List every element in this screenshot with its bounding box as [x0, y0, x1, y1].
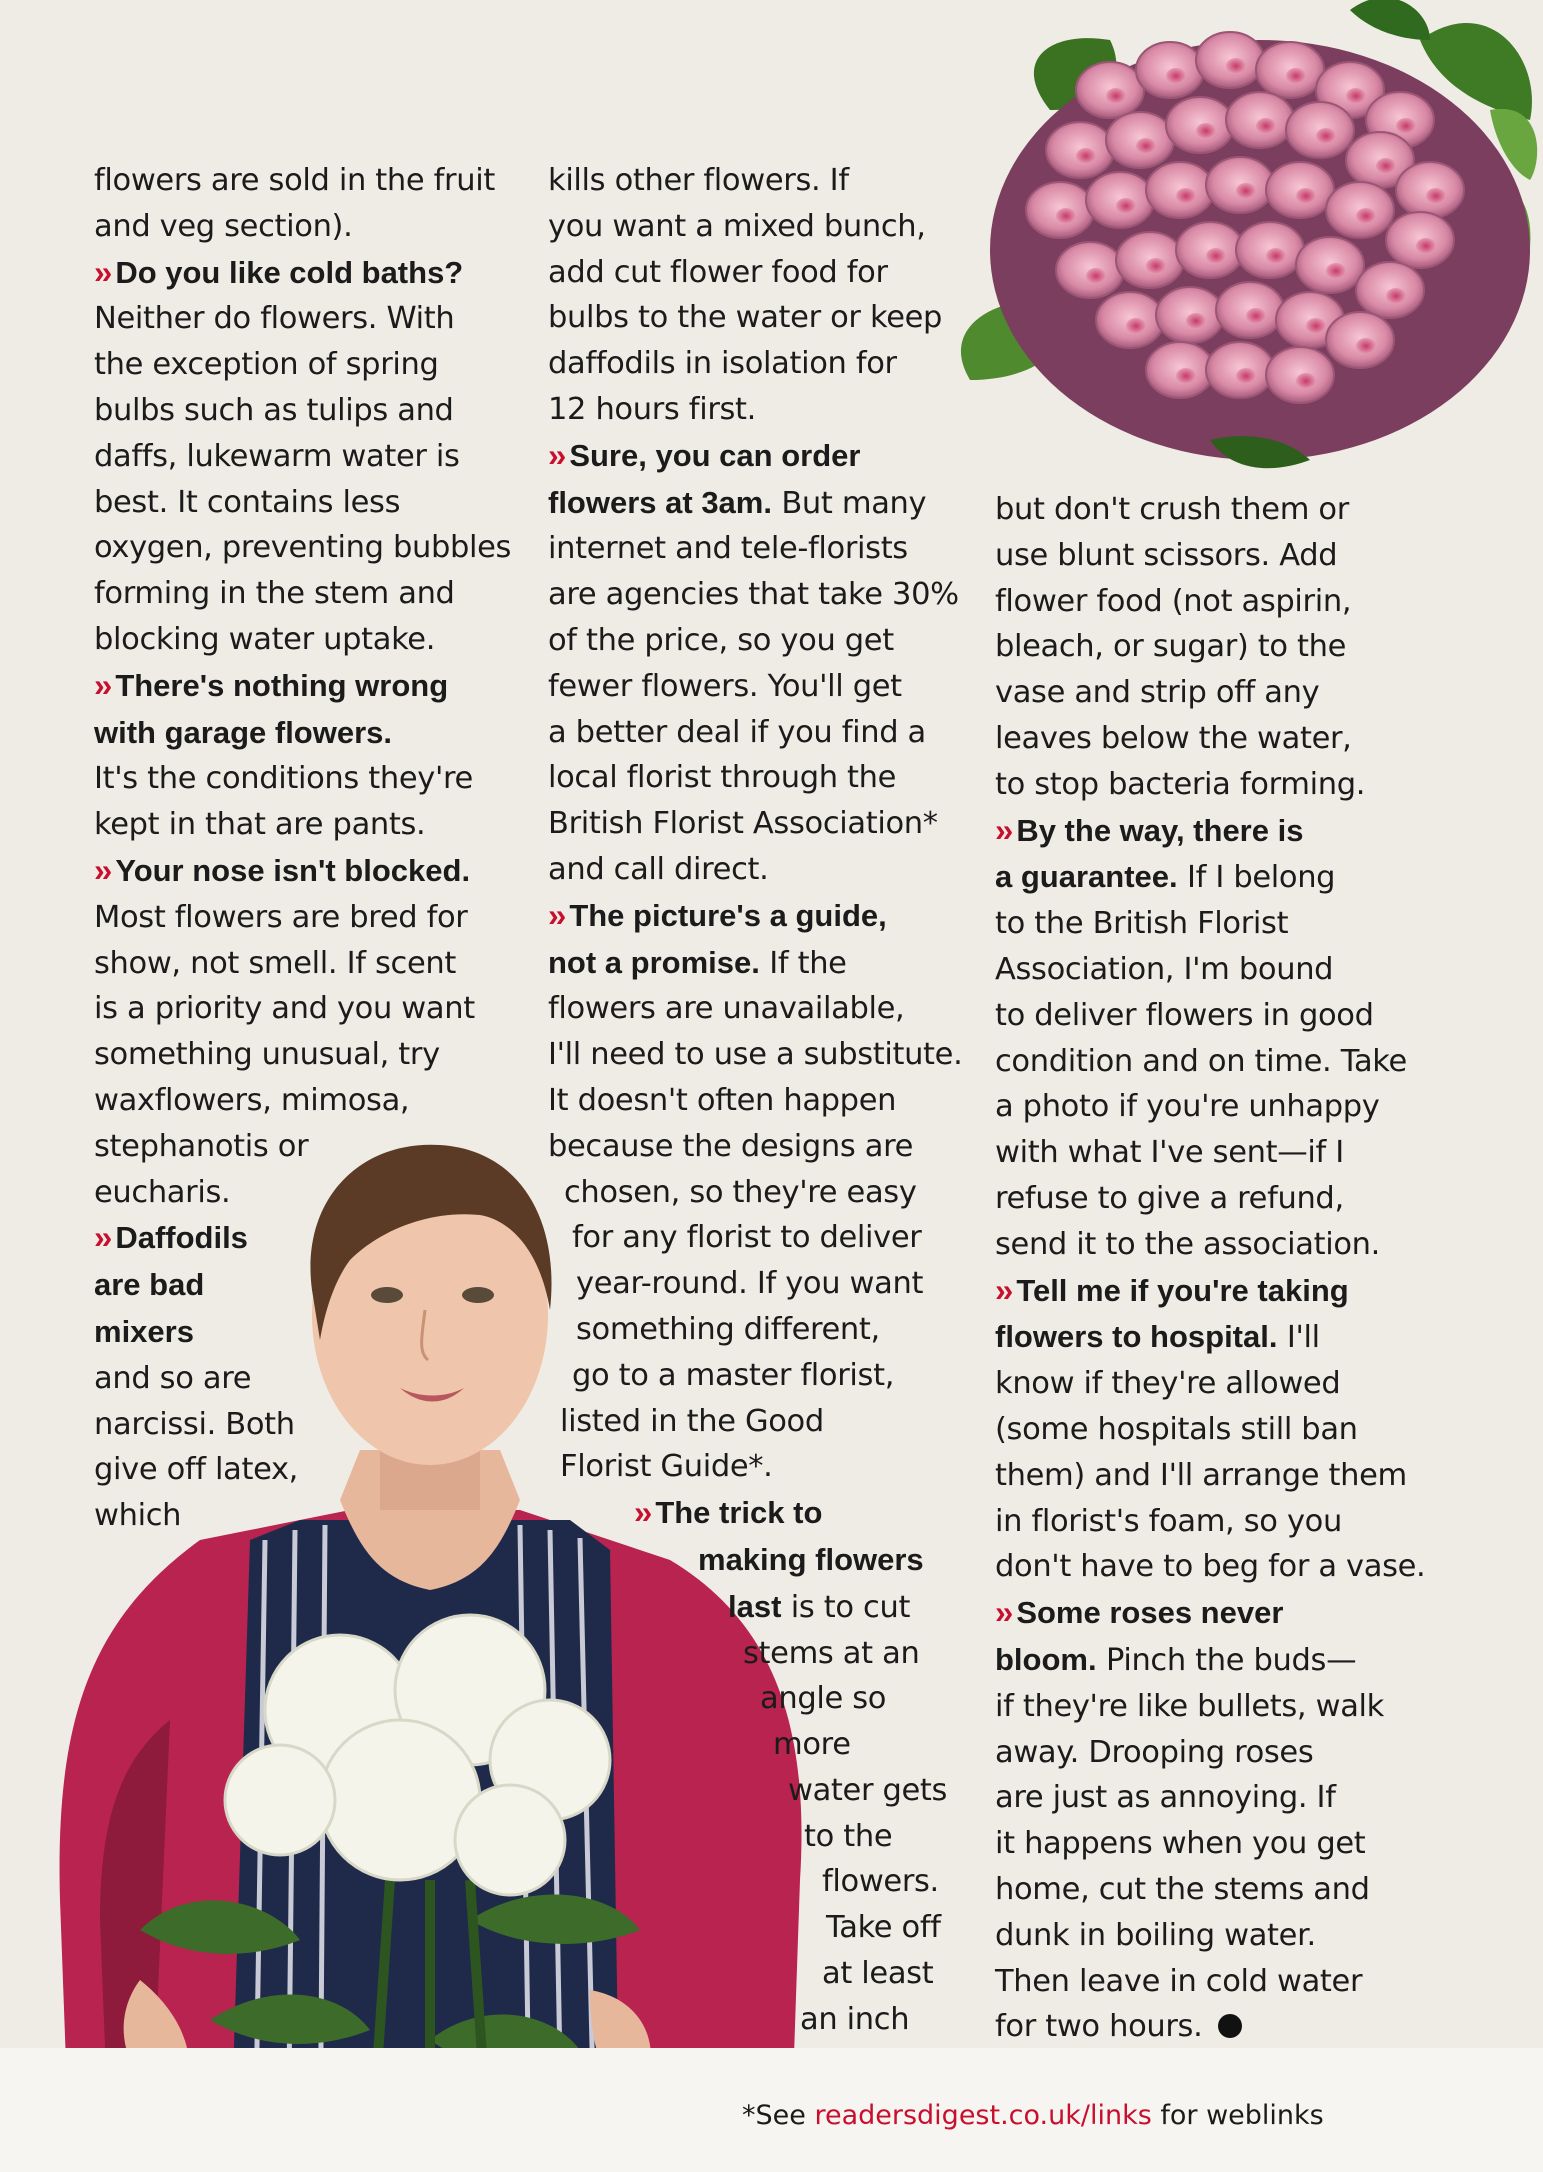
tip-heading: mixers [94, 1313, 194, 1349]
body-text: add cut flower food for [548, 254, 888, 290]
body-text: narcissi. Both [94, 1406, 295, 1442]
text-line [548, 940, 962, 987]
body-text: it happens when you get [995, 1826, 1366, 1862]
body-text: (some hospitals still ban [995, 1411, 1358, 1447]
body-text: don't have to beg for a vase. [995, 1549, 1426, 1585]
body-text: listed in the Good [560, 1403, 824, 1439]
body-text: go to a master florist, [572, 1357, 895, 1393]
column-2 [548, 158, 962, 2043]
rose-bouquet-image [930, 0, 1543, 475]
tip-heading: The trick to [655, 1495, 823, 1531]
text-line [995, 993, 1425, 1039]
text-line [548, 1859, 962, 1905]
body-text: is a priority and you want [94, 991, 475, 1027]
body-text: more [773, 1727, 851, 1763]
text-line [94, 848, 511, 895]
chevron-icon: ›› [548, 896, 564, 933]
chevron-icon: ›› [548, 436, 564, 473]
text-line [94, 895, 511, 941]
body-text: stems at an [743, 1635, 920, 1671]
text-line [995, 1544, 1425, 1590]
body-text: with what I've sent—if I [995, 1135, 1344, 1171]
tip-heading: The picture's a guide, [569, 897, 887, 933]
text-line [995, 1684, 1425, 1730]
body-text: best. It contains less [94, 484, 401, 520]
body-text: It's the conditions they're [94, 761, 473, 797]
text-line [94, 1032, 511, 1078]
body-text: a better deal if you find a [548, 714, 926, 750]
body-text: angle so [760, 1681, 887, 1717]
text-line [94, 617, 511, 663]
text-line [94, 756, 511, 802]
text-line [94, 1493, 511, 1539]
body-text: Neither do flowers. With [94, 301, 455, 337]
rose-bud-center [1296, 188, 1316, 204]
text-line [94, 663, 511, 710]
text-line [94, 710, 511, 757]
tip-heading: bloom. [995, 1641, 1097, 1677]
body-text: daffs, lukewarm water is [94, 438, 460, 474]
body-text: Take off [826, 1910, 941, 1946]
body-text: leaves below the water, [995, 720, 1352, 756]
body-text: and so are [94, 1360, 252, 1396]
body-text: oxygen, preventing bubbles [94, 530, 512, 566]
rose-bud-center [1236, 183, 1256, 199]
body-text: chosen, so they're easy [564, 1174, 917, 1210]
tip-heading: Some roses never [1016, 1595, 1284, 1631]
chevron-icon: ›› [995, 811, 1011, 848]
text-line [995, 762, 1425, 808]
body-text: It doesn't often happen [548, 1082, 897, 1118]
text-line [548, 1399, 962, 1445]
body-text: for any florist to deliver [572, 1220, 922, 1256]
weblinks-link[interactable]: readersdigest.co.uk/links [814, 2100, 1152, 2131]
chevron-icon: ›› [995, 1594, 1011, 1631]
body-text: and veg section). [94, 208, 353, 244]
text-line [995, 2004, 1425, 2050]
text-line [548, 387, 962, 433]
text-line [995, 1730, 1425, 1776]
text-line [548, 1307, 962, 1353]
text-line [548, 1631, 962, 1677]
rose-bud-center [1326, 263, 1346, 279]
body-text: flowers are unavailable, [548, 991, 905, 1027]
text-line [548, 1490, 962, 1537]
rose-bud-center [1356, 338, 1376, 354]
body-text: are just as annoying. If [995, 1780, 1336, 1816]
text-line [94, 250, 511, 297]
text-line [548, 1951, 962, 1997]
body-text: you want a mixed bunch, [548, 208, 926, 244]
rose-bud-center [1146, 258, 1166, 274]
body-text: in florist's foam, so you [995, 1503, 1342, 1539]
footnote [742, 2100, 1324, 2131]
footnote-suffix: for weblinks [1151, 2100, 1324, 2131]
body-text: bulbs to the water or keep [548, 300, 943, 336]
text-line [94, 1356, 511, 1402]
body-text: to stop bacteria forming. [995, 766, 1366, 802]
body-text: kept in that are pants. [94, 807, 426, 843]
body-text: show, not smell. If scent [94, 945, 456, 981]
text-line [995, 1499, 1425, 1545]
rose-bud-center [1386, 288, 1406, 304]
body-text: If the [759, 945, 847, 981]
rose-bud-center [1306, 318, 1326, 334]
text-line [548, 341, 962, 387]
tip-heading: are bad [94, 1267, 205, 1303]
rose-bud-center [1116, 198, 1136, 214]
text-line [995, 1913, 1425, 1959]
footnote-prefix: *See [742, 2100, 815, 2131]
text-line [548, 1261, 962, 1307]
body-text: but don't crush them or [995, 492, 1349, 527]
text-line [94, 480, 511, 526]
text-line [548, 1814, 962, 1860]
body-text: to deliver flowers in good [995, 997, 1374, 1033]
text-line [94, 571, 511, 617]
body-text: at least [822, 1956, 934, 1992]
body-text: send it to the association. [995, 1226, 1380, 1262]
body-text: which [94, 1498, 182, 1534]
body-text: British Florist Association* [548, 806, 938, 842]
text-line [94, 941, 511, 987]
text-line [548, 755, 962, 801]
chevron-icon: ›› [94, 851, 110, 888]
rose-bud-center [1236, 368, 1256, 384]
text-line [995, 808, 1425, 855]
body-text: waxflowers, mimosa, [94, 1082, 410, 1118]
rose-bud-center [1166, 68, 1186, 84]
text-line [548, 204, 962, 250]
rose-bud-center [1186, 313, 1206, 329]
body-text: is to cut [781, 1589, 911, 1625]
text-line [995, 624, 1425, 670]
body-text: if they're like bullets, walk [995, 1688, 1384, 1724]
body-text: condition and on time. Take [995, 1043, 1407, 1079]
text-line [548, 480, 962, 527]
text-line [548, 1584, 962, 1631]
text-line [94, 1402, 511, 1448]
chevron-icon: ›› [94, 666, 110, 703]
tip-heading: By the way, there is [1016, 812, 1304, 848]
tip-heading: Do you like cold baths? [115, 254, 464, 290]
body-text: 12 hours first. [548, 391, 756, 427]
text-line [548, 250, 962, 296]
text-line [995, 1867, 1425, 1913]
text-line [94, 525, 511, 571]
rose-bud-center [1126, 318, 1146, 334]
body-text: an inch [800, 2001, 910, 2037]
body-text: flower food (not aspirin, [995, 583, 1352, 619]
body-text: something unusual, try [94, 1037, 440, 1073]
end-mark-icon [1218, 2014, 1242, 2038]
chevron-icon: ›› [634, 1494, 650, 1531]
text-line [548, 433, 962, 480]
rose-bud-center [1256, 118, 1276, 134]
body-text: kills other flowers. If [548, 163, 849, 198]
text-line [548, 1215, 962, 1261]
tip-heading: flowers to hospital. [995, 1319, 1278, 1355]
text-line [548, 1078, 962, 1124]
body-text: away. Drooping roses [995, 1734, 1314, 1770]
text-line [995, 1821, 1425, 1867]
chevron-icon: ›› [94, 253, 110, 290]
body-text: vase and strip off any [995, 675, 1320, 711]
rose-bud-center [1086, 268, 1106, 284]
body-text: use blunt scissors. Add [995, 537, 1338, 573]
text-line [995, 1268, 1425, 1315]
text-line [995, 1130, 1425, 1176]
text-line [94, 296, 511, 342]
body-text: for two hours. [995, 2009, 1203, 2045]
rose-bud-center [1296, 373, 1316, 389]
text-line [548, 1722, 962, 1768]
body-text: bleach, or sugar) to the [995, 629, 1347, 665]
text-line [548, 1170, 962, 1216]
body-text: to the British Florist [995, 906, 1289, 942]
text-line [995, 1637, 1425, 1684]
text-line [94, 1078, 511, 1124]
body-text: know if they're allowed [995, 1366, 1341, 1402]
text-line [94, 1262, 511, 1309]
body-text: stephanotis or [94, 1128, 309, 1164]
body-text: of the price, so you get [548, 622, 894, 658]
text-line [995, 1959, 1425, 2005]
text-line [995, 901, 1425, 947]
tip-heading: Tell me if you're taking [1016, 1272, 1349, 1308]
column-1 [94, 158, 511, 1539]
rose-bud-center [1106, 88, 1126, 104]
body-text: local florist through the [548, 760, 897, 796]
text-line [548, 526, 962, 572]
rose-bud-center [1176, 368, 1196, 384]
text-line [548, 801, 962, 847]
body-text: flowers. [822, 1864, 939, 1900]
rose-bud-center [1286, 68, 1306, 84]
text-line [548, 893, 962, 940]
text-line [995, 716, 1425, 762]
body-text: dunk in boiling water. [995, 1917, 1316, 1953]
text-line [548, 1905, 962, 1951]
rose-bud-center [1076, 148, 1096, 164]
rose-bud-center [1376, 158, 1396, 174]
body-text: But many [771, 485, 927, 521]
rose-bud-center [1196, 123, 1216, 139]
body-text: to the [804, 1818, 893, 1854]
body-text: daffodils in isolation for [548, 346, 897, 382]
tip-heading: last [728, 1588, 782, 1624]
text-line [995, 854, 1425, 901]
text-line [548, 710, 962, 756]
text-line [548, 158, 962, 204]
tip-heading: not a promise. [548, 944, 760, 980]
chevron-icon: ›› [94, 1219, 110, 1256]
text-line [995, 579, 1425, 625]
text-line [94, 388, 511, 434]
text-line [548, 847, 962, 893]
body-text: blocking water uptake. [94, 621, 436, 657]
body-text: a photo if you're unhappy [995, 1089, 1380, 1125]
body-text: the exception of spring [94, 347, 439, 383]
body-text: eucharis. [94, 1174, 231, 1210]
rose-bud-center [1226, 58, 1246, 74]
body-text: I'll need to use a substitute. [548, 1037, 963, 1073]
text-line [94, 434, 511, 480]
text-line [548, 618, 962, 664]
text-line [548, 572, 962, 618]
rose-bud-center [1426, 188, 1446, 204]
text-line [995, 1775, 1425, 1821]
body-text: water gets [788, 1772, 948, 1808]
body-text: Most flowers are bred for [94, 899, 468, 935]
chevron-icon: ›› [995, 1271, 1011, 1308]
rose-bud-center [1416, 238, 1436, 254]
body-text: year-round. If you want [576, 1266, 924, 1302]
body-text: because the designs are [548, 1128, 914, 1164]
rose-bud-center [1136, 138, 1156, 154]
text-line [94, 1215, 511, 1262]
body-text: If I belong [1177, 860, 1336, 896]
body-text: them) and I'll arrange them [995, 1457, 1407, 1493]
column-3 [995, 487, 1425, 2050]
rose-bud-center [1346, 88, 1366, 104]
text-line [94, 158, 511, 204]
tip-heading: Sure, you can order [569, 437, 861, 473]
body-text: internet and tele-florists [548, 531, 908, 567]
text-line [548, 1768, 962, 1814]
text-line [995, 1314, 1425, 1361]
text-line [94, 1124, 511, 1170]
text-line [995, 533, 1425, 579]
text-line [995, 947, 1425, 993]
rose-bud-center [1396, 118, 1416, 134]
text-line [548, 1444, 962, 1490]
text-line [995, 1361, 1425, 1407]
text-line [995, 1407, 1425, 1453]
text-line [94, 1447, 511, 1493]
text-line [548, 664, 962, 710]
text-line [995, 1453, 1425, 1499]
text-line [995, 1176, 1425, 1222]
body-text: Association, I'm bound [995, 951, 1334, 987]
text-line [548, 1124, 962, 1170]
body-text: home, cut the stems and [995, 1871, 1370, 1907]
text-line [995, 670, 1425, 716]
rose-bud-center [1316, 128, 1336, 144]
rose-bud-center [1176, 188, 1196, 204]
body-text: something different, [576, 1311, 880, 1347]
body-text: give off latex, [94, 1452, 299, 1488]
body-text: I'll [1277, 1320, 1320, 1356]
text-line [94, 802, 511, 848]
body-text: refuse to give a refund, [995, 1180, 1344, 1216]
text-line [548, 1353, 962, 1399]
text-line [995, 1590, 1425, 1637]
text-line [548, 1032, 962, 1078]
tip-heading: Your nose isn't blocked. [115, 852, 471, 888]
rose-bud-center [1206, 248, 1226, 264]
text-line [548, 1997, 962, 2043]
tip-heading: with garage flowers. [94, 714, 393, 750]
text-line [94, 1309, 511, 1356]
tip-heading: a guarantee. [995, 859, 1178, 895]
body-text: fewer flowers. You'll get [548, 668, 902, 704]
body-text: flowers are sold in the fruit [94, 163, 495, 198]
rose-bud-center [1056, 208, 1076, 224]
body-text: Then leave in cold water [995, 1963, 1363, 1999]
body-text: bulbs such as tulips and [94, 392, 454, 428]
text-line [995, 487, 1425, 533]
text-line [94, 204, 511, 250]
rose-bud-center [1356, 208, 1376, 224]
text-line [548, 295, 962, 341]
text-line [94, 986, 511, 1032]
tip-heading: making flowers [698, 1541, 924, 1577]
body-text: and call direct. [548, 851, 769, 887]
tip-heading: flowers at 3am. [548, 484, 772, 520]
body-text: Pinch the buds— [1096, 1642, 1357, 1678]
body-text: forming in the stem and [94, 576, 455, 612]
text-line [548, 1676, 962, 1722]
tip-heading: Daffodils [115, 1220, 248, 1256]
text-line [548, 1537, 962, 1584]
text-line [94, 1170, 511, 1216]
body-text: Florist Guide*. [560, 1449, 773, 1485]
text-line [995, 1039, 1425, 1085]
text-line [548, 986, 962, 1032]
tip-heading: There's nothing wrong [115, 667, 449, 703]
rose-bud-center [1266, 248, 1286, 264]
text-line [94, 342, 511, 388]
body-text: are agencies that take 30% [548, 577, 959, 613]
text-line [995, 1084, 1425, 1130]
rose-bud-center [1246, 308, 1266, 324]
text-line [995, 1222, 1425, 1268]
